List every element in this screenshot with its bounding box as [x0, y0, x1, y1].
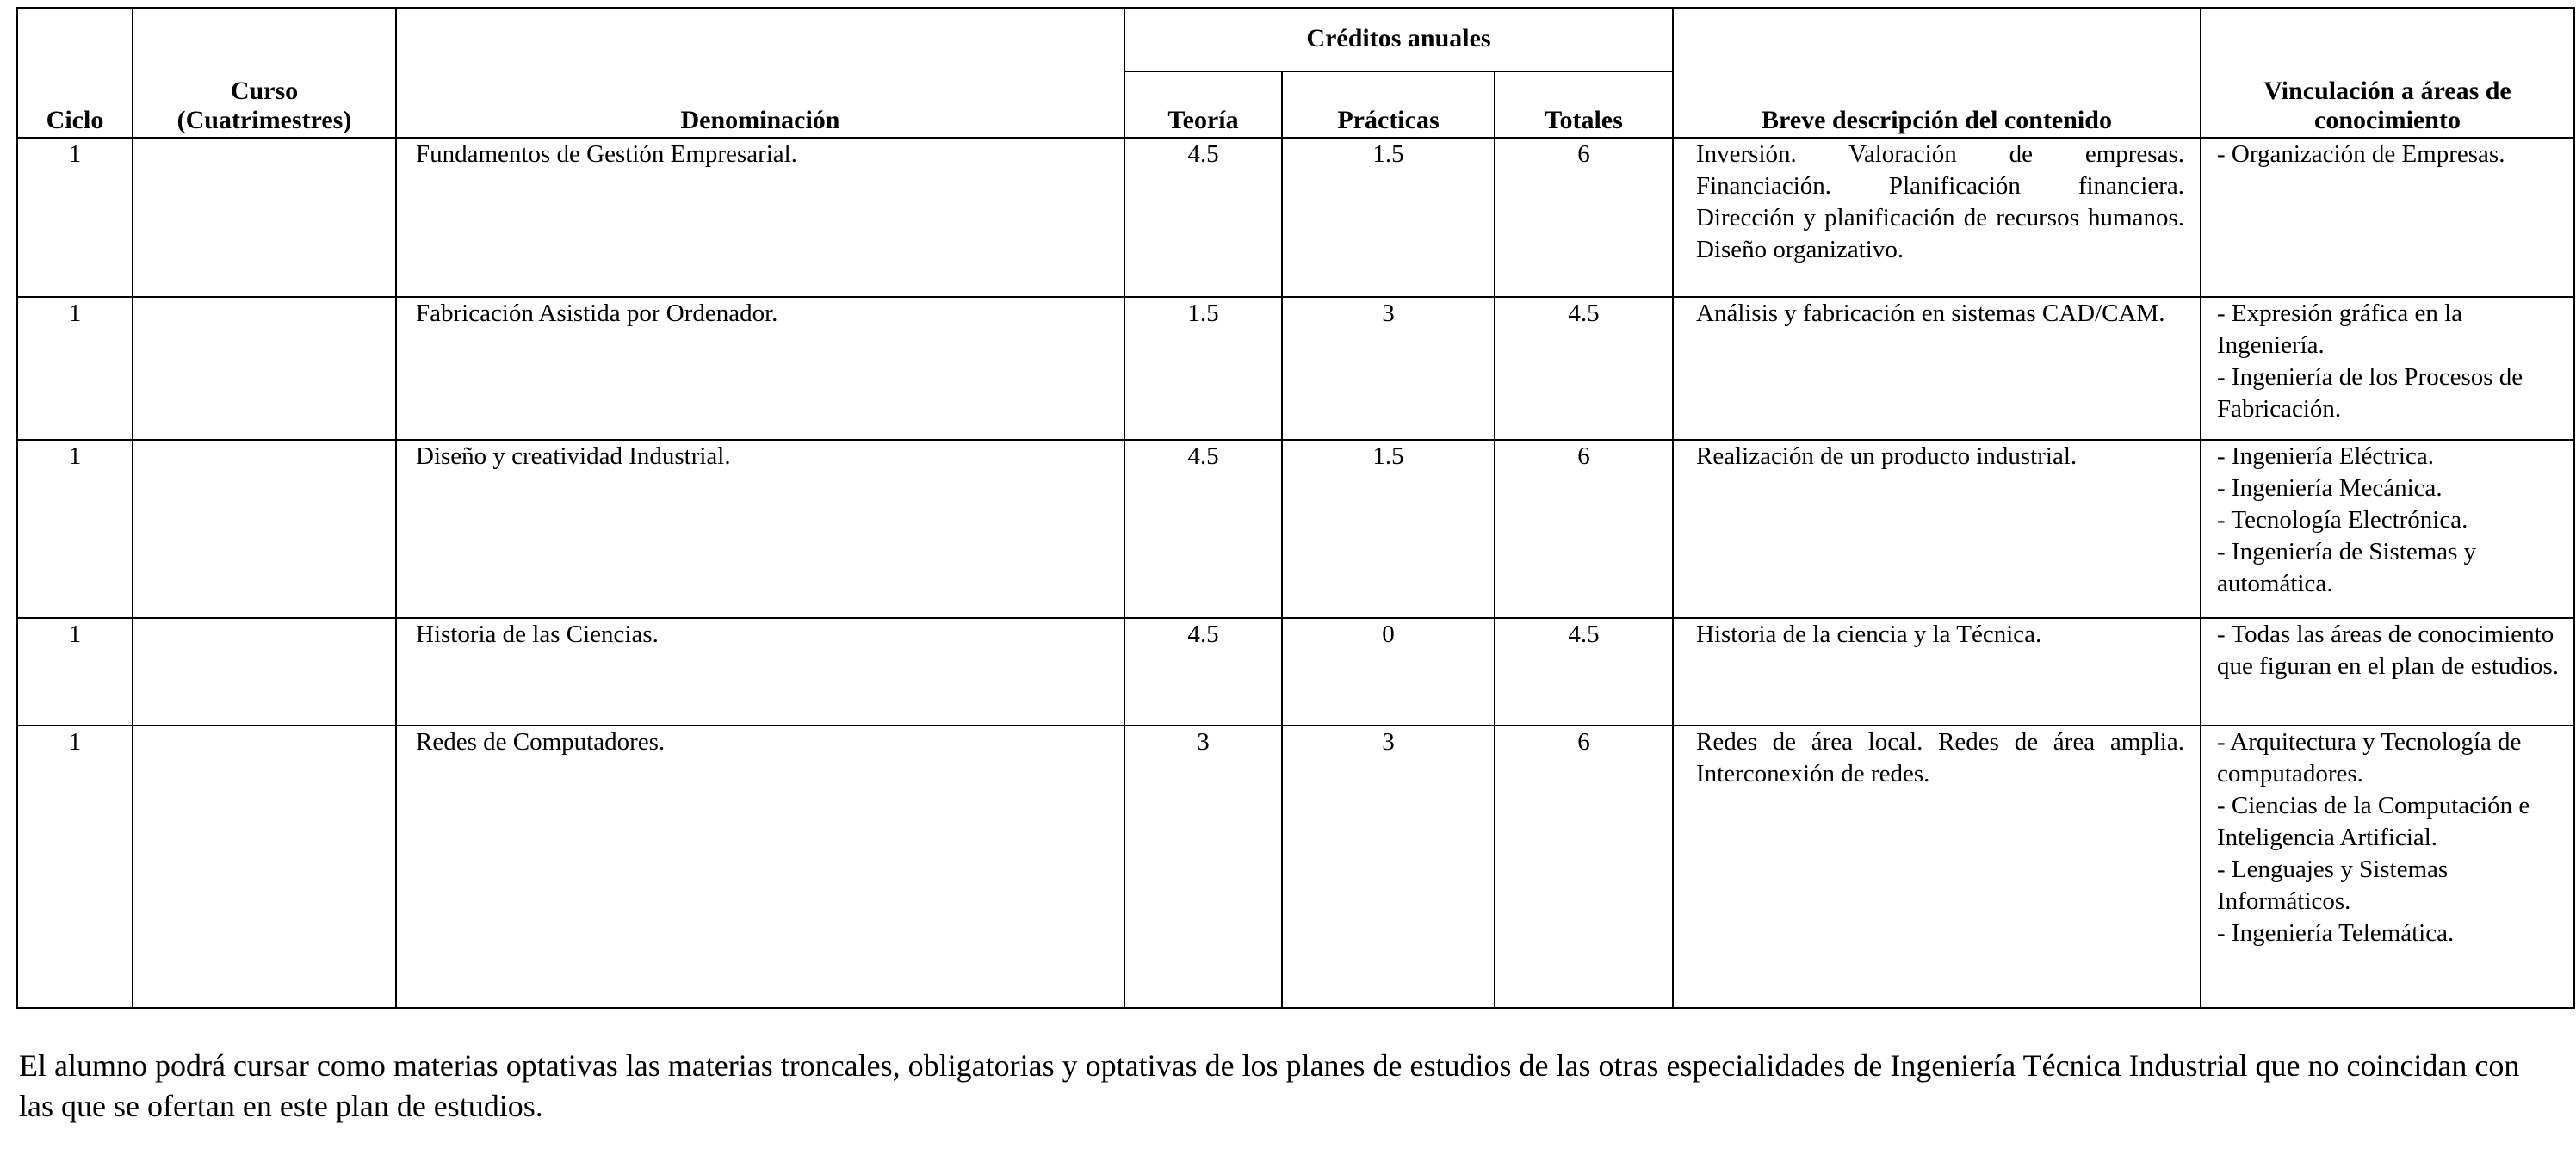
- cell-ciclo: 1: [17, 138, 133, 297]
- cell-vinculacion: [2201, 138, 2574, 297]
- cell-curso: [133, 726, 396, 1008]
- cell-ciclo: 1: [17, 726, 133, 1008]
- cell-denominacion: Fundamentos de Gestión Empresarial.: [396, 138, 1124, 297]
- header-denominacion: Denominación: [396, 8, 1124, 138]
- cell-totales: 4.5: [1495, 297, 1673, 440]
- table-row: [17, 440, 2574, 618]
- vinculacion-item: - Organización de Empresas.: [2217, 140, 2505, 168]
- vinculacion-item: - Arquitectura y Tecnología de computadores.: [2217, 728, 2522, 788]
- header-totales: Totales: [1495, 71, 1673, 138]
- cell-curso: [133, 138, 396, 297]
- cell-teoria: 4.5: [1124, 618, 1282, 726]
- cell-totales: 6: [1495, 440, 1673, 618]
- cell-curso: [133, 297, 396, 440]
- footnote-paragraph: El alumno podrá cursar como materias optativas las materias troncales, obligatorias y optativas de los planes de estudios de las otras especialidades de Ingeniería Técnica Industrial que no coincidan con las que se ofertan en este plan de estudios.: [19, 1048, 2520, 1123]
- cell-practicas: 1.5: [1282, 440, 1495, 618]
- cell-descripcion: Redes de área local. Redes de área amplia. Interconexión de redes.: [1673, 726, 2201, 1008]
- cell-vinculacion: [2201, 440, 2574, 618]
- cell-totales: 6: [1495, 138, 1673, 297]
- header-descripcion: Breve descripción del contenido: [1673, 8, 2201, 138]
- cell-vinculacion: [2201, 297, 2574, 440]
- courses-table: [16, 7, 2575, 1009]
- header-teoria: Teoría: [1124, 71, 1282, 138]
- cell-totales: 6: [1495, 726, 1673, 1008]
- cell-practicas: 0: [1282, 618, 1495, 726]
- vinculacion-item: - Ciencias de la Computación e Inteligencia Artificial.: [2217, 792, 2530, 851]
- header-creditos-anuales: Créditos anuales: [1124, 8, 1673, 71]
- cell-practicas: 1.5: [1282, 138, 1495, 297]
- cell-descripcion: Inversión. Valoración de empresas. Financiación. Planificación financiera. Dirección y planificación de recursos humanos. Diseño organizativo.: [1673, 138, 2201, 297]
- header-practicas: Prácticas: [1282, 71, 1495, 138]
- cell-descripcion: Realización de un producto industrial.: [1673, 440, 2201, 618]
- cell-curso: [133, 618, 396, 726]
- vinculacion-item: - Ingeniería Eléctrica.: [2217, 442, 2434, 470]
- cell-teoria: 4.5: [1124, 440, 1282, 618]
- cell-denominacion: Fabricación Asistida por Ordenador.: [396, 297, 1124, 440]
- cell-practicas: 3: [1282, 726, 1495, 1008]
- header-ciclo: Ciclo: [17, 8, 133, 138]
- cell-teoria: 4.5: [1124, 138, 1282, 297]
- cell-curso: [133, 440, 396, 618]
- vinculacion-item: - Ingeniería de los Procesos de Fabricación.: [2217, 363, 2523, 423]
- vinculacion-item: - Ingeniería de Sistemas y automática.: [2217, 538, 2477, 597]
- header-curso: Curso (Cuatrimestres): [133, 8, 396, 138]
- cell-denominacion: Historia de las Ciencias.: [396, 618, 1124, 726]
- vinculacion-item: - Ingeniería Telemática.: [2217, 919, 2455, 947]
- cell-vinculacion: [2201, 618, 2574, 726]
- table-row: [17, 726, 2574, 1008]
- vinculacion-item: - Lenguajes y Sistemas Informáticos.: [2217, 856, 2449, 915]
- cell-descripcion: Historia de la ciencia y la Técnica.: [1673, 618, 2201, 726]
- table-row: [17, 297, 2574, 440]
- cell-denominacion: Diseño y creatividad Industrial.: [396, 440, 1124, 618]
- cell-practicas: 3: [1282, 297, 1495, 440]
- vinculacion-item: - Ingeniería Mecánica.: [2217, 474, 2443, 502]
- cell-teoria: 3: [1124, 726, 1282, 1008]
- cell-totales: 4.5: [1495, 618, 1673, 726]
- vinculacion-item: - Todas las áreas de conocimiento que figuran en el plan de estudios.: [2217, 621, 2560, 680]
- cell-ciclo: 1: [17, 618, 133, 726]
- table-row: [17, 618, 2574, 726]
- header-vinculacion: Vinculación a áreas de conocimiento: [2201, 8, 2574, 138]
- table-row: [17, 138, 2574, 297]
- vinculacion-item: - Tecnología Electrónica.: [2217, 506, 2468, 534]
- cell-teoria: 1.5: [1124, 297, 1282, 440]
- cell-ciclo: 1: [17, 297, 133, 440]
- cell-ciclo: 1: [17, 440, 133, 618]
- cell-descripcion: Análisis y fabricación en sistemas CAD/CAM.: [1673, 297, 2201, 440]
- cell-vinculacion: [2201, 726, 2574, 1008]
- vinculacion-item: - Expresión gráfica en la Ingeniería.: [2217, 300, 2463, 359]
- cell-denominacion: Redes de Computadores.: [396, 726, 1124, 1008]
